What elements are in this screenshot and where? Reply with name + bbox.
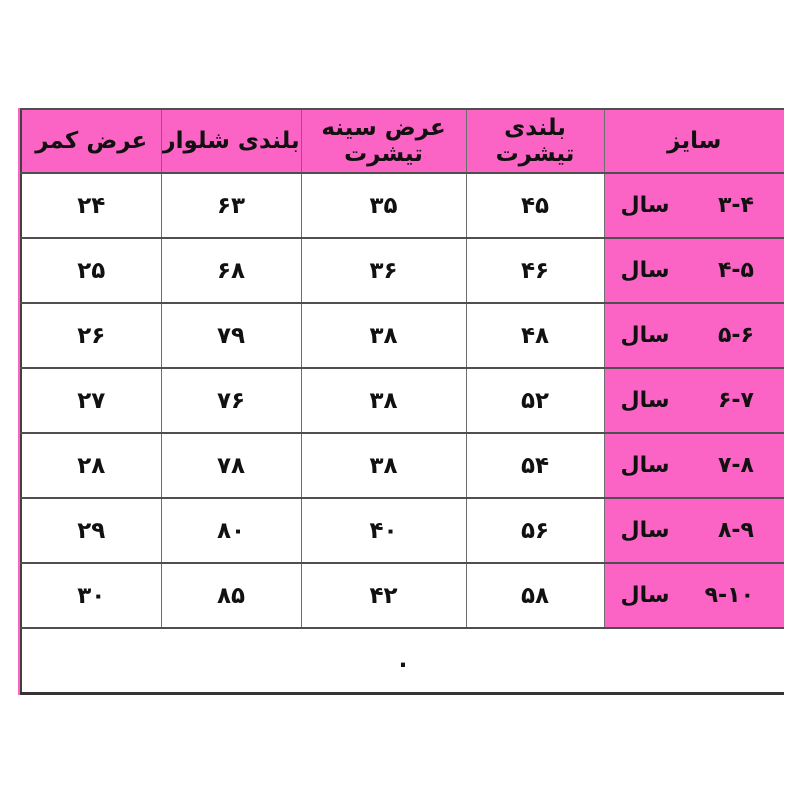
cell-waist-width: ۲۷ [21, 368, 161, 433]
size-unit-label: سال [620, 583, 670, 608]
table-row [21, 173, 784, 238]
table-row [21, 238, 784, 303]
header-row [21, 109, 784, 173]
cell-tshirt-length: ۴۵ [466, 173, 604, 238]
cell-tshirt-chest-width: ۴۰ [301, 498, 466, 563]
header-tshirt-length: بلندی تیشرت [466, 109, 604, 173]
table-row [21, 563, 784, 628]
cell-size [604, 238, 784, 303]
cell-tshirt-length: ۵۲ [466, 368, 604, 433]
cell-pants-length: ۶۳ [161, 173, 301, 238]
table-header [21, 109, 784, 173]
footer-row [21, 628, 784, 693]
footer-dot: . [21, 628, 784, 693]
cell-tshirt-chest-width: ۳۸ [301, 368, 466, 433]
size-range: ۷-۸ [718, 453, 754, 478]
cell-waist-width: ۳۰ [21, 563, 161, 628]
cell-tshirt-chest-width: ۳۶ [301, 238, 466, 303]
table-row [21, 433, 784, 498]
size-range: ۳-۴ [718, 193, 754, 218]
cell-pants-length: ۸۰ [161, 498, 301, 563]
size-unit-label: سال [620, 193, 670, 218]
cell-waist-width: ۲۵ [21, 238, 161, 303]
cell-pants-length: ۸۵ [161, 563, 301, 628]
cell-tshirt-chest-width: ۳۵ [301, 173, 466, 238]
cell-size [604, 173, 784, 238]
size-unit-label: سال [620, 323, 670, 348]
cell-waist-width: ۲۴ [21, 173, 161, 238]
cell-waist-width: ۲۶ [21, 303, 161, 368]
header-pants-length: بلندی شلوار [161, 109, 301, 173]
size-unit-label: سال [620, 518, 670, 543]
header-waist-width: عرض کمر [21, 109, 161, 173]
table-row [21, 498, 784, 563]
cell-pants-length: ۷۶ [161, 368, 301, 433]
size-range: ۶-۷ [718, 388, 754, 413]
size-range: ۵-۶ [718, 323, 754, 348]
header-size: سایز [604, 109, 784, 173]
size-unit-label: سال [620, 388, 670, 413]
cell-tshirt-length: ۴۶ [466, 238, 604, 303]
cell-tshirt-chest-width: ۳۸ [301, 303, 466, 368]
cell-size [604, 563, 784, 628]
cell-size [604, 433, 784, 498]
cell-pants-length: ۷۸ [161, 433, 301, 498]
size-range: ۴-۵ [718, 258, 754, 283]
cell-waist-width: ۲۹ [21, 498, 161, 563]
size-chart [20, 108, 784, 695]
header-tshirt-chest-width: عرض سینه تیشرت [301, 109, 466, 173]
cell-tshirt-length: ۴۸ [466, 303, 604, 368]
table-row [21, 368, 784, 433]
size-unit-label: سال [620, 453, 670, 478]
size-range: ۹-۱۰ [704, 583, 754, 608]
table-body [21, 173, 784, 693]
cell-waist-width: ۲۸ [21, 433, 161, 498]
cell-size [604, 303, 784, 368]
cell-size [604, 498, 784, 563]
size-range: ۸-۹ [718, 518, 754, 543]
cell-tshirt-length: ۵۸ [466, 563, 604, 628]
size-table [20, 108, 784, 695]
table-row [21, 303, 784, 368]
cell-tshirt-length: ۵۶ [466, 498, 604, 563]
cell-tshirt-chest-width: ۴۲ [301, 563, 466, 628]
cell-tshirt-length: ۵۴ [466, 433, 604, 498]
cell-size [604, 368, 784, 433]
size-unit-label: سال [620, 258, 670, 283]
cell-pants-length: ۶۸ [161, 238, 301, 303]
cell-tshirt-chest-width: ۳۸ [301, 433, 466, 498]
cell-pants-length: ۷۹ [161, 303, 301, 368]
